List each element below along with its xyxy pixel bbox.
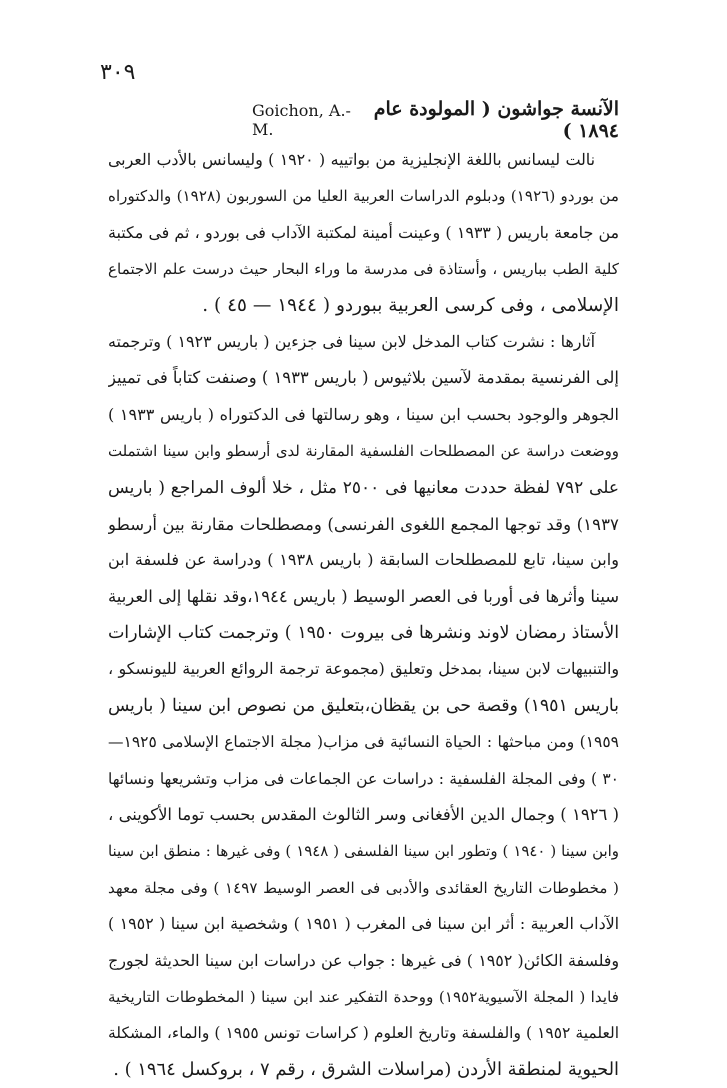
text-line: الأستاذ رمضان لاوند ونشرها فى بيروت ١٩٥٠ ) وترجمت كتاب الإشارات	[108, 623, 619, 644]
text-line: فايدا ( المجلة الآسيوية١٩٥٢) ووحدة التفكير عند ابن سينا ( المخطوطات التاريخية	[108, 987, 619, 1006]
biography-paragraph	[108, 142, 619, 324]
heading-arabic-name: الآنسة جواشون ( المولودة عام ١٨٩٤ )	[373, 98, 619, 142]
text-line: والتنبيهات لابن سينا، بمدخل وتعليق (مجموعة ترجمة الروائع العربية لليونسكو ،	[108, 659, 619, 679]
text-line: باريس ١٩٥١) وقصة حى بن يقظان،بتعليق من نصوص ابن سينا ( باريس	[108, 695, 619, 716]
text-line: آثارها : نشرت كتاب المدخل لابن سينا فى جزءين ( باريس ١٩٢٣ ) وترجمته	[108, 331, 595, 351]
text-line: الإسلامى ، وفى كرسى العربية ببوردو ( ١٩٤٤ — ٤٥ ) .	[202, 294, 619, 316]
text-line: الحيوية لمنطقة الأردن (مراسلات الشرق ، رقم ٧ ، بروكسل ١٩٦٤ ) .	[113, 1058, 619, 1080]
text-line: سينا وأثرها فى أوربا فى العصر الوسيط ( باريس ١٩٤٤،وقد نقلها إلى العربية	[108, 586, 619, 606]
text-line: على ٧٩٢ لفظة حددت معانيها فى ٢٥٠٠ مثل ، خلا ألوف المراجع ( باريس	[108, 477, 619, 498]
page-number: ٣٠٩	[100, 60, 136, 85]
text-line: من جامعة باريس ( ١٩٣٣ ) وعينت أمينة لمكتبة الآداب فى بوردو ، ثم فى مكتبة	[108, 222, 619, 242]
entry-body	[108, 142, 619, 1088]
text-line: العلمية ١٩٥٢ ) والفلسفة وتاريخ العلوم ( كراسات تونس ١٩٥٥ ) والماء، المشكلة	[108, 1024, 619, 1043]
text-line: وابن سينا، تابع للمصطلحات السابقة ( باريس ١٩٣٨ ) ودراسة عن فلسفة ابن	[108, 550, 619, 570]
text-line: ووضعت دراسة عن المصطلحات الفلسفية المقارنة لدى أرسطو وابن سينا اشتملت	[108, 442, 619, 461]
text-line: إلى الفرنسية بمقدمة لآسين بلاثيوس ( باريس ١٩٣٣ ) وصنفت كتاباً فى تمييز	[108, 368, 619, 388]
text-line: ( ١٩٢٦ ) وجمال الدين الأفغانى وسر الثالوث المقدس بحسب توما الأكوينى ،	[108, 805, 619, 825]
text-line: كلية الطب بباريس ، وأستاذة فى مدرسة ما وراء البحار حيث درست علم الاجتماع	[108, 260, 619, 279]
text-line: الجوهر والوجود بحسب ابن سينا ، وهو رسالتها فى الدكتوراه ( باريس ١٩٣٣ )	[108, 404, 619, 424]
text-line: نالت ليسانس باللغة الإنجليزية من بواتييه ( ١٩٢٠ ) وليسانس بالأدب العربى	[108, 150, 595, 169]
text-line: وفلسفة الكائن( ١٩٥٢ ) فى غيرها : جواب عن دراسات ابن سينا الحديثة لجورج	[108, 950, 619, 970]
heading-latin-name: Goichon, A.-M.	[252, 101, 351, 139]
text-line: ١٩٣٧) وقد توجها المجمع اللغوى الفرنسى) ومصطلحات مقارنة بين أرسطو	[108, 513, 619, 534]
text-line: ( مخطوطات التاريخ العقائدى والأدبى فى العصر الوسيط ١٤٩٧ ) وفى مجلة معهد	[108, 878, 619, 897]
text-line: ٣٠ ) وفى المجلة الفلسفية : دراسات عن الجماعات فى مزاب وتشريعها ونسائها	[108, 769, 619, 788]
text-line: الآداب العربية : أثر ابن سينا فى المغرب ( ١٩٥١ ) وشخصية ابن سينا ( ١٩٥٢ )	[108, 914, 619, 934]
works-paragraph	[108, 324, 619, 1088]
entry-heading	[252, 98, 619, 142]
text-line: من بوردو (١٩٢٦) ودبلوم الدراسات العربية العليا من السوربون (١٩٢٨) والدكتوراه	[108, 187, 619, 206]
text-line: ١٩٥٩) ومن مباحثها : الحياة النسائية فى مزاب( مجلة الاجتماع الإسلامى ١٩٢٥—	[108, 733, 619, 752]
text-line: وابن سينا ( ١٩٤٠ ) وتطور ابن سينا الفلسفى ( ١٩٤٨ ) وفى غيرها : منطق ابن سينا	[108, 842, 619, 861]
